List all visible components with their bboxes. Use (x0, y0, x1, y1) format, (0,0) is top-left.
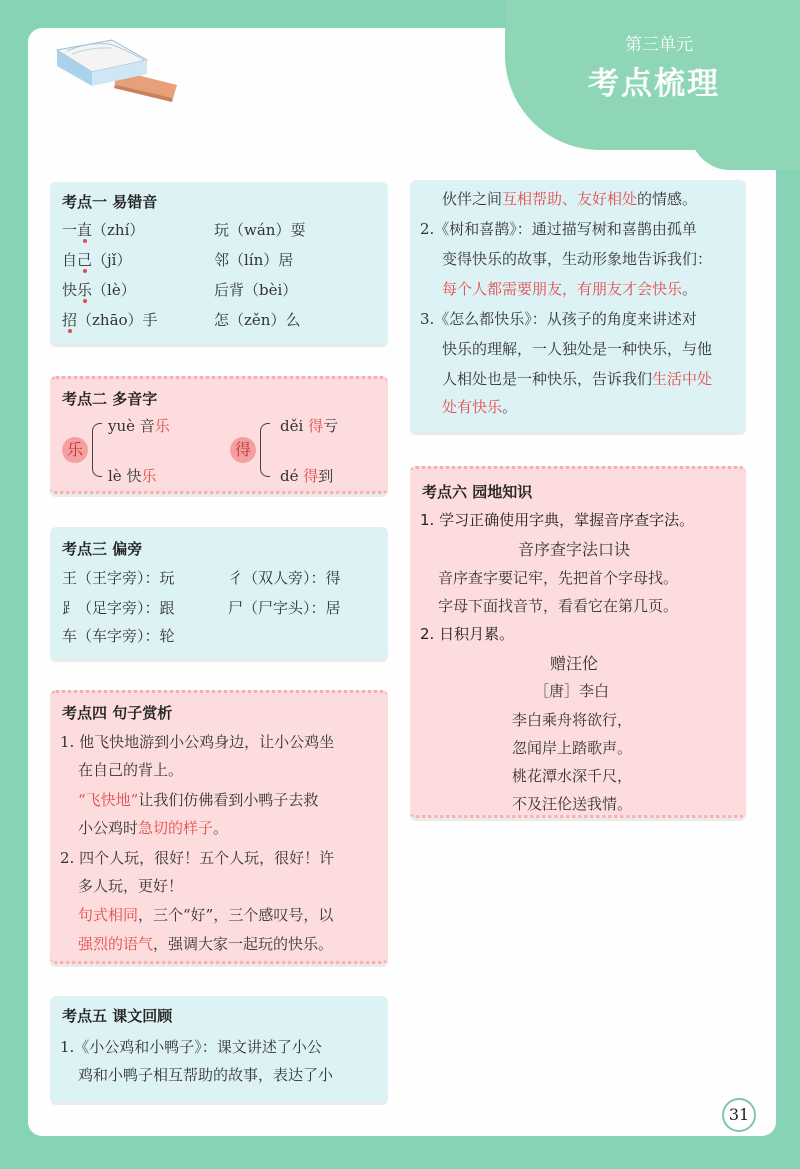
radical-item-2: 彳（双人旁）：得 (228, 569, 341, 587)
le-reading-1: yuè 音乐 (108, 417, 170, 435)
verse-line-2: 字母下面找音节，看看它在第几页。 (438, 597, 679, 615)
pron-item-6: 后背（bèi） (214, 281, 298, 299)
card-text-review (50, 996, 388, 1102)
poem-line-1: 李白乘舟将欲行， (512, 711, 633, 729)
radical-item-3: ⻊（足字旁）：跟 (62, 599, 175, 617)
pron-item-1: 一直（zhí） (62, 221, 145, 239)
garden-item-2: 2. 日积月累。 (420, 625, 515, 643)
poem-line-3: 桃花潭水深千尺， (512, 767, 633, 785)
polyphonic-char-de: 得 (230, 437, 256, 463)
review-line-1: 1.《小公鸡和小鸭子》：课文讲述了小公 (60, 1038, 322, 1056)
comment-2-line-1: 句式相同，三个“好”，三个感叹号，以 (78, 906, 334, 924)
page-number: 31 (722, 1098, 756, 1132)
pron-item-3: 自己（jǐ） (62, 251, 132, 269)
pron-item-2: 玩（wán）耍 (214, 221, 306, 239)
card-title: 考点四 句子赏析 (62, 704, 173, 722)
verse-line-1: 音序查字要记牢，先把首个字母找。 (438, 569, 679, 587)
sentence-1-line-1: 1. 他飞快地游到小公鸡身边，让小公鸡坐 (60, 733, 335, 751)
unit-label: 第三单元 (625, 35, 693, 55)
card-garden-knowledge (410, 466, 746, 818)
le-reading-2: lè 快乐 (108, 467, 157, 485)
poem-line-2: 忽闻岸上踏歌声。 (512, 739, 633, 757)
review-line-7: 3.《怎么都快乐》：从孩子的角度来讲述对 (420, 310, 697, 328)
card-title: 考点三 偏旁 (62, 540, 143, 558)
garden-item-1: 1. 学习正确使用字典，掌握音序查字法。 (420, 511, 695, 529)
poem-author: ［唐］李白 (534, 682, 610, 700)
review-line-4: 2.《树和喜鹊》：通过描写树和喜鹊由孤单 (420, 220, 697, 238)
sentence-2-line-2: 多人玩，更好！ (78, 877, 184, 895)
polyphonic-char-le: 乐 (62, 437, 88, 463)
brace-de (260, 423, 270, 477)
brace-le (92, 423, 102, 477)
pron-item-8: 怎（zěn）么 (214, 311, 301, 329)
review-line-3: 伙伴之间互相帮助、友好相处的情感。 (442, 190, 698, 208)
comment-1-line-2: 小公鸡时急切的样子。 (78, 819, 229, 837)
pron-item-7: 招（zhāo）手 (62, 311, 158, 329)
sentence-2-line-1: 2. 四个人玩，很好！五个人玩，很好！许 (60, 849, 335, 867)
card-polyphonic-chars (50, 376, 388, 494)
card-error-prone-pronunciation (50, 182, 388, 344)
sentence-1-line-2: 在自己的背上。 (78, 761, 184, 779)
open-book-icon (52, 30, 182, 102)
card-title: 考点二 多音字 (62, 390, 158, 408)
poem-line-4: 不及汪伦送我情。 (512, 795, 633, 813)
radical-item-5: 车（车字旁）：轮 (62, 627, 175, 645)
de-reading-2: dé 得到 (280, 467, 334, 485)
comment-1-line-1: “飞快地”让我们仿佛看到小鸭子去救 (78, 791, 319, 809)
card-title: 考点六 园地知识 (422, 483, 533, 501)
de-reading-1: děi 得亏 (280, 417, 339, 435)
review-line-10: 处有快乐。 (442, 398, 518, 416)
pron-item-4: 邻（lín）居 (214, 251, 294, 269)
review-line-2: 鸡和小鸭子相互帮助的故事，表达了小 (78, 1066, 334, 1084)
pron-item-5: 快乐（lè） (62, 281, 136, 299)
review-line-8: 快乐的理解，一人独处是一种快乐，与他 (442, 340, 713, 358)
review-line-5: 变得快乐的故事，生动形象地告诉我们： (442, 250, 713, 268)
radical-item-1: 王（王字旁）：玩 (62, 569, 175, 587)
comment-2-line-2: 强烈的语气，强调大家一起玩的快乐。 (78, 935, 334, 953)
card-title: 考点五 课文回顾 (62, 1007, 173, 1025)
card-sentence-analysis (50, 690, 388, 964)
card-title: 考点一 易错音 (62, 193, 158, 211)
review-line-9: 人相处也是一种快乐，告诉我们生活中处 (442, 370, 713, 388)
radical-item-4: 尸（尸字头）：居 (228, 599, 341, 617)
page-title: 考点梳理 (588, 66, 720, 102)
review-line-6: 每个人都需要朋友，有朋友才会快乐。 (442, 280, 698, 298)
verse-title: 音序查字法口诀 (518, 540, 631, 559)
card-text-review-continued (410, 180, 746, 432)
poem-title: 赠汪伦 (550, 654, 599, 673)
card-radicals (50, 527, 388, 659)
